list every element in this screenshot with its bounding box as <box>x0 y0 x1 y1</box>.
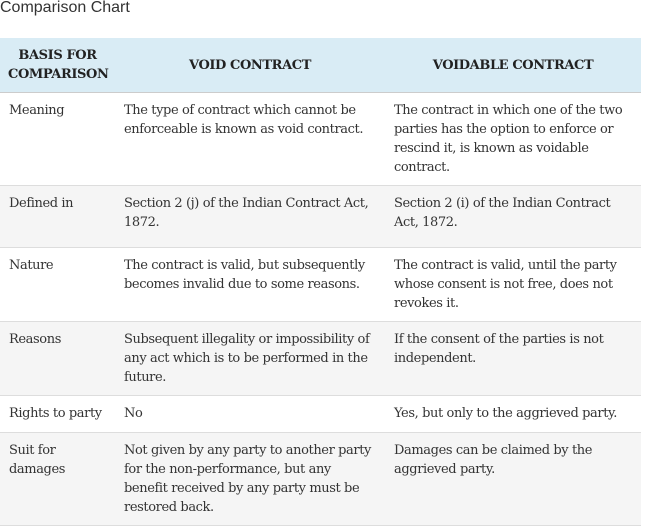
voidable-cell: Damages can be claimed by the aggrieved party. <box>385 433 641 526</box>
row-label: Reasons <box>0 322 115 396</box>
void-cell: The type of contract which cannot be enforceable is known as void contract. <box>115 93 385 186</box>
voidable-cell: The contract in which one of the two parties has the option to enforce or rescind it, is known as voidable contract. <box>385 93 641 186</box>
row-label: Rights to party <box>0 396 115 433</box>
comparison-table <box>0 38 641 526</box>
row-label: Meaning <box>0 93 115 186</box>
row-label: Defined in <box>0 186 115 248</box>
header-row <box>0 38 641 93</box>
header-void: VOID CONTRACT <box>115 38 385 93</box>
voidable-cell: Yes, but only to the aggrieved party. <box>385 396 641 433</box>
table-row <box>0 186 641 248</box>
void-cell: No <box>115 396 385 433</box>
void-cell: Section 2 (j) of the Indian Contract Act, 1872. <box>115 186 385 248</box>
header-voidable: VOIDABLE CONTRACT <box>385 38 641 93</box>
void-cell: Not given by any party to another party for the non-performance, but any benefit received by any party must be restored back. <box>115 433 385 526</box>
voidable-cell: If the consent of the parties is not independent. <box>385 322 641 396</box>
table-row <box>0 396 641 433</box>
table-row <box>0 248 641 322</box>
table-row <box>0 93 641 186</box>
table-row <box>0 433 641 526</box>
void-cell: Subsequent illegality or impossibility of any act which is to be performed in the future. <box>115 322 385 396</box>
voidable-cell: The contract is valid, until the party whose consent is not free, does not revokes it. <box>385 248 641 322</box>
voidable-cell: Section 2 (i) of the Indian Contract Act, 1872. <box>385 186 641 248</box>
table-row <box>0 322 641 396</box>
row-label: Suit for damages <box>0 433 115 526</box>
void-cell: The contract is valid, but subsequently becomes invalid due to some reasons. <box>115 248 385 322</box>
row-label: Nature <box>0 248 115 322</box>
header-basis: BASIS FOR COMPARISON <box>0 38 115 93</box>
page-title: Comparison Chart <box>0 0 130 16</box>
